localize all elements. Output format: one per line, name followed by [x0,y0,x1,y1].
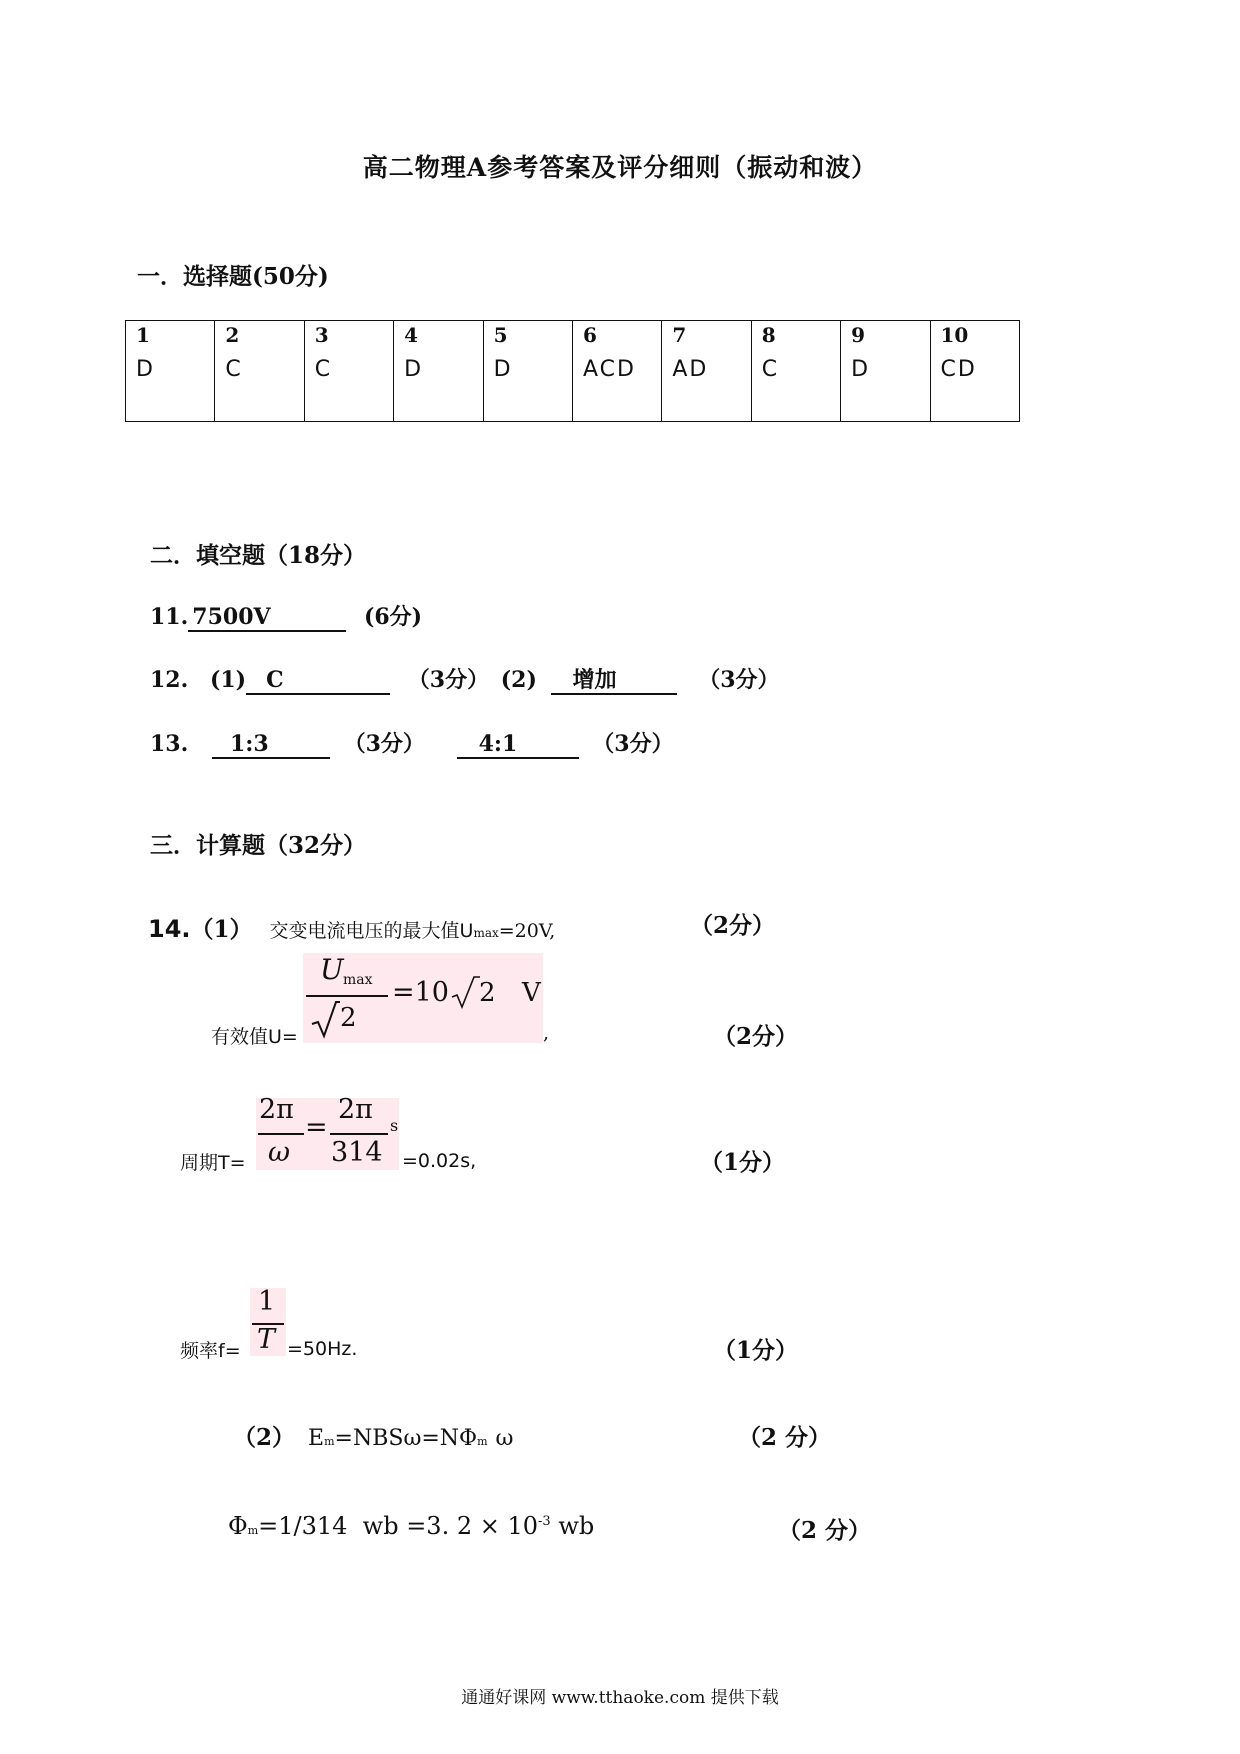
q14-line1 [148,911,555,944]
question-13-answer2: 4:1 [457,731,579,759]
q14-line4-den: T [257,1324,276,1355]
q14-line3-den2: 314 [331,1137,383,1168]
footer-source: 通通好课网 www.tthaoke.com 提供下载 [461,1688,779,1708]
q14-line1-text: 交变电流电压的最大值U [269,920,474,942]
answer-table-answer-row [126,355,1020,422]
q14-line2-numerator-sub: max [343,972,373,988]
q14-line3-tail: =0.02s, [402,1150,477,1172]
answer-cell: C [304,355,393,422]
question-number-cell: 9 [841,321,930,356]
section3-heading: 三．计算题（32分） [150,832,367,859]
q14-part1-label: （1） [190,916,253,943]
sqrt-icon [450,975,480,1011]
q14-line5-sub: m [324,1435,335,1448]
q14-part2-label: （2） [233,1424,296,1451]
question-13-answer1: 1:3 [212,731,330,759]
question-number-cell: 4 [394,321,483,356]
answer-table [125,320,1020,422]
sqrt-icon [310,1000,340,1040]
q14-line4-score: （1分） [713,1337,799,1364]
answer-cell: C [215,355,304,422]
q14-line6 [228,1512,594,1540]
q14-line2-unit: V [522,978,541,1008]
section1-heading: 一．选择题(50分) [137,263,329,290]
question-12-part2-score: （3分） [698,667,780,693]
question-12 [150,663,780,695]
question-number-cell: 5 [483,321,572,356]
q14-line6-unit: wb [550,1512,595,1540]
answer-cell: CD [930,355,1019,422]
section2-heading: 二．填空题（18分） [150,542,367,569]
question-11-number: 11. [150,604,189,630]
question-number-cell: 6 [572,321,661,356]
question-number-cell: 10 [930,321,1019,356]
q14-line4-tail: =50Hz. [287,1338,358,1360]
q14-line6-text: =1/314 wb =3. 2 × 10 [258,1512,539,1540]
answer-cell: ACD [572,355,661,422]
q14-line5-sub2: m [477,1435,488,1448]
q14-line3-score: （1分） [700,1149,786,1176]
q14-line2-label: 有效值U= [211,1026,298,1048]
question-12-part1-answer: C [246,667,390,695]
q14-line2-score: （2分） [713,1023,799,1050]
question-number-cell: 2 [215,321,304,356]
question-12-number: 12. [150,667,189,693]
q14-line5-E: E [308,1426,325,1451]
question-11 [150,600,422,632]
answer-cell: D [483,355,572,422]
question-12-part1-label: (1) [209,667,247,693]
q14-line3-unit: s [390,1116,399,1135]
q14-line5-mid: =NBSω=NΦ [334,1426,478,1451]
q14-line4-label: 频率f= [180,1340,241,1362]
question-number-cell: 7 [662,321,751,356]
question-number-cell: 8 [751,321,840,356]
question-13 [150,727,674,759]
q14-line6-score: （2 分） [778,1517,872,1544]
q14-line3-fraction-bar-1 [258,1133,304,1135]
q14-line3-fraction-bar-2 [330,1133,388,1135]
q14-line6-phi: Φ [228,1512,248,1540]
page-title: 高二物理A参考答案及评分细则（振动和波） [362,153,878,182]
q14-line2-sqrt-value: 2 [479,978,496,1008]
question-number-cell: 3 [304,321,393,356]
q14-line3-equals: = [305,1112,328,1143]
question-11-answer: 7500V [188,604,346,632]
question-12-part2-label: (2) [500,667,537,693]
q14-line5 [233,1419,514,1452]
q14-line5-tail: ω [495,1426,514,1451]
q14-line3-label: 周期T= [180,1152,246,1174]
q14-line2-numerator: U [320,953,344,986]
answer-cell: AD [662,355,751,422]
q14-line5-score: （2 分） [738,1424,832,1451]
q14-number: 14. [148,915,191,943]
question-11-score: (6分) [363,604,423,630]
q14-line6-sub: m [247,1524,259,1537]
q14-line6-exponent: -3 [538,1514,551,1529]
q14-line2-denominator: 2 [340,1003,357,1033]
answer-cell: C [751,355,840,422]
q14-line1-score: （2分） [690,912,776,939]
q14-line4-num: 1 [258,1286,276,1317]
q14-line2-fraction-bar [306,995,388,997]
question-number-cell: 1 [126,321,215,356]
q14-line2-result: =10 [392,977,449,1008]
q14-line3-num1: 2π [259,1094,294,1125]
answer-cell: D [841,355,930,422]
q14-line1-sub: max [473,926,499,940]
question-12-part2-answer: 增加 [551,667,677,695]
answer-cell: D [126,355,215,422]
answer-cell: D [394,355,483,422]
question-12-part1-score: （3分） [407,667,490,693]
question-13-score2: （3分） [592,731,674,757]
question-13-score1: （3分） [343,731,425,757]
q14-line3-den1: ω [268,1137,291,1168]
answer-table-number-row [126,321,1020,356]
question-13-number: 13. [150,731,189,757]
q14-line3-num2: 2π [338,1094,373,1125]
q14-line1-tail: =20V, [498,920,556,942]
q14-line2-tail: , [543,1022,550,1044]
